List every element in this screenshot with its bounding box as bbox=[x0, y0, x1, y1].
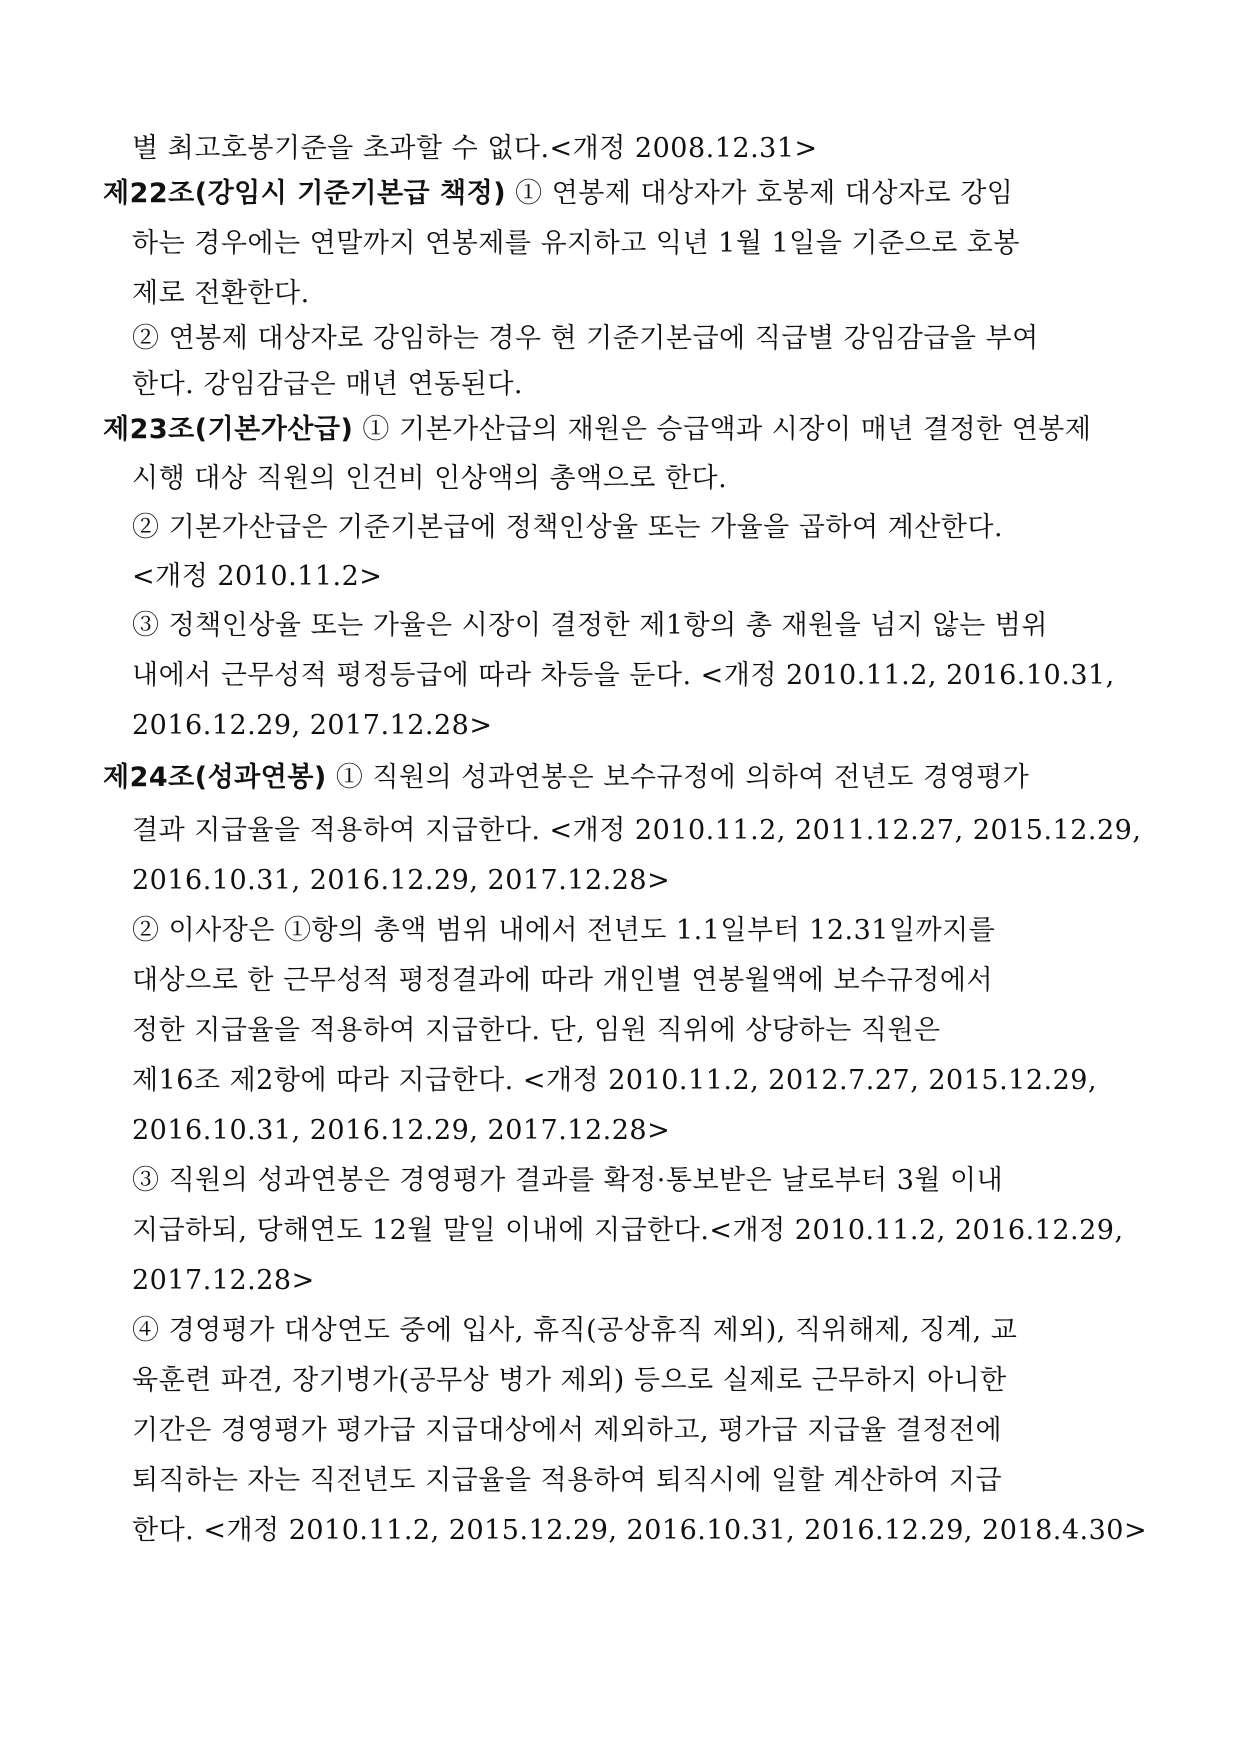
text-line: 지급하되, 당해연도 12월 말일 이내에 지급한다.<개정 2010.11.2, 2016.12.29, bbox=[132, 1215, 1124, 1246]
text-line: ③ 정책인상율 또는 가율은 시장이 결정한 제1항의 총 재원을 넘지 않는 범위 bbox=[132, 610, 1048, 641]
text-line: 2016.10.31, 2016.12.29, 2017.12.28> bbox=[132, 1115, 671, 1146]
text-line: <개정 2010.11.2> bbox=[132, 561, 383, 592]
article-24-heading: 제24조(성과연봉) bbox=[103, 762, 327, 793]
text-line: 2016.10.31, 2016.12.29, 2017.12.28> bbox=[132, 865, 671, 896]
article-24-line bbox=[103, 761, 1029, 795]
text-line: 내에서 근무성적 평정등급에 따라 차등을 둔다. <개정 2010.11.2, 2016.10.31, bbox=[132, 660, 1115, 691]
article-23-heading: 제23조(기본가산급) bbox=[103, 414, 354, 445]
text-line: 제16조 제2항에 따라 지급한다. <개정 2010.11.2, 2012.7.27, 2015.12.29, bbox=[132, 1065, 1098, 1096]
text-line: ④ 경영평가 대상연도 중에 입사, 휴직(공상휴직 제외), 직위해제, 징계, 교 bbox=[132, 1315, 1018, 1346]
text-span: ① 연봉제 대상자가 호봉제 대상자로 강임 bbox=[506, 178, 1014, 209]
text-line: ② 이사장은 ①항의 총액 범위 내에서 전년도 1.1일부터 12.31일까지를 bbox=[132, 915, 996, 946]
text-span: ① 직원의 성과연봉은 보수규정에 의하여 전년도 경영평가 bbox=[326, 762, 1030, 793]
text-line: 퇴직하는 자는 직전년도 지급율을 적용하여 퇴직시에 일할 계산하여 지급 bbox=[132, 1465, 1003, 1496]
text-line: ③ 직원의 성과연봉은 경영평가 결과를 확정·통보받은 날로부터 3월 이내 bbox=[132, 1165, 1004, 1196]
text-line: 정한 지급율을 적용하여 지급한다. 단, 임원 직위에 상당하는 직원은 bbox=[132, 1015, 941, 1046]
text-line: 2017.12.28> bbox=[132, 1265, 315, 1296]
text-line: 한다. <개정 2010.11.2, 2015.12.29, 2016.10.31, 2016.12.29, 2018.4.30> bbox=[132, 1515, 1148, 1546]
text-line: ② 연봉제 대상자로 강임하는 경우 현 기준기본급에 직급별 강임감급을 부여 bbox=[132, 323, 1039, 354]
article-22-heading: 제22조(강임시 기준기본급 책정) bbox=[103, 178, 507, 209]
text-line: 기간은 경영평가 평가급 지급대상에서 제외하고, 평가급 지급율 결정전에 bbox=[132, 1415, 1003, 1446]
article-22-line bbox=[103, 177, 1013, 211]
text-line: 육훈련 파견, 장기병가(공무상 병가 제외) 등으로 실제로 근무하지 아니한 bbox=[132, 1365, 1007, 1396]
text-line: 별 최고호봉기준을 초과할 수 없다.<개정 2008.12.31> bbox=[132, 133, 818, 164]
text-line: ② 기본가산급은 기준기본급에 정책인상율 또는 가율을 곱하여 계산한다. bbox=[132, 512, 1004, 543]
text-line: 결과 지급율을 적용하여 지급한다. <개정 2010.11.2, 2011.12.27, 2015.12.29, bbox=[132, 815, 1142, 846]
article-23-line bbox=[103, 413, 1091, 447]
text-line: 하는 경우에는 연말까지 연봉제를 유지하고 익년 1월 1일을 기준으로 호봉 bbox=[132, 228, 1020, 259]
text-line: 대상으로 한 근무성적 평정결과에 따라 개인별 연봉월액에 보수규정에서 bbox=[132, 965, 994, 996]
text-line: 한다. 강임감급은 매년 연동된다. bbox=[132, 369, 523, 400]
text-span: ① 기본가산급의 재원은 승급액과 시장이 매년 결정한 연봉제 bbox=[353, 414, 1092, 445]
text-line: 시행 대상 직원의 인건비 인상액의 총액으로 한다. bbox=[132, 463, 728, 494]
text-line: 제로 전환한다. bbox=[132, 278, 310, 309]
text-line: 2016.12.29, 2017.12.28> bbox=[132, 710, 493, 741]
